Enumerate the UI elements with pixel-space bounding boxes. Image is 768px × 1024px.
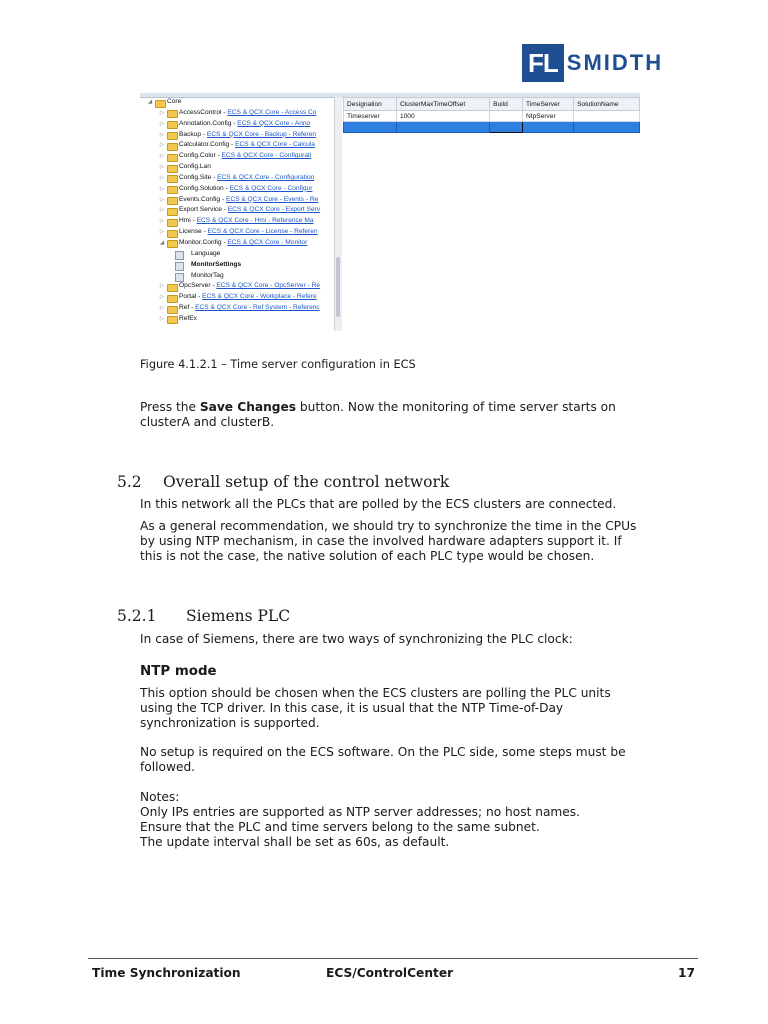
tree-item-label[interactable] (179, 108, 316, 119)
tree-item-label[interactable] (179, 184, 312, 195)
scrollbar-thumb[interactable] (336, 257, 340, 317)
folder-icon (167, 175, 178, 183)
config-grid (343, 97, 640, 331)
collapsed-arrow-icon[interactable]: ▷ (159, 142, 165, 149)
collapsed-arrow-icon[interactable]: ▷ (159, 305, 165, 312)
subsection-number: 5.2.1 (117, 607, 157, 625)
tree-item-name: RefEx (179, 314, 197, 322)
tree-item-name: MonitorTag (191, 271, 224, 279)
tree-item-name: Config.Lan (179, 163, 211, 171)
tree-item[interactable] (142, 260, 334, 271)
collapsed-arrow-icon[interactable]: ▷ (159, 185, 165, 192)
tree-item-separator: - (221, 238, 228, 246)
sec52-p2-line2: by using NTP mechanism, in case the involved hardware adapters support it. If (140, 534, 622, 548)
footer-left: Time Synchronization (92, 966, 241, 980)
ntp-paragraph-2 (140, 745, 626, 775)
grid-cell[interactable]: NtpServer (523, 111, 574, 122)
collapsed-arrow-icon[interactable]: ▷ (159, 229, 165, 236)
subsection-title: Siemens PLC (186, 607, 291, 625)
tree-item-separator: - (211, 173, 218, 181)
tree-item-name: Portal (179, 293, 197, 301)
tree-item-link[interactable]: ECS & QCX Core - Hmi - Reference Ma (196, 217, 314, 225)
tree-item-label[interactable] (179, 151, 311, 162)
tree-item[interactable] (142, 249, 334, 260)
press-prefix: Press the (140, 400, 200, 414)
figure-screenshot (140, 93, 640, 331)
tree-item-separator: - (189, 304, 196, 312)
tree-item[interactable] (142, 151, 334, 162)
ntp-p1-line3: synchronization is supported. (140, 716, 320, 730)
notes-block (140, 790, 580, 850)
tree-item-link[interactable]: ECS & QCX Core - Monitor (227, 238, 308, 246)
folder-icon (167, 208, 178, 216)
tree-item-name: License (179, 228, 202, 236)
grid-header-row (344, 98, 640, 111)
notes-line1: Notes: (140, 790, 180, 804)
folder-icon (167, 110, 178, 118)
folder-icon (167, 284, 178, 292)
figure-caption: Figure 4.1.2.1 – Time server configuration in ECS (140, 358, 416, 371)
tree-item-link[interactable]: ECS & QCX Core - Calcula (235, 141, 315, 149)
grid-cell[interactable] (523, 122, 574, 133)
collapsed-arrow-icon[interactable]: ▷ (159, 120, 165, 127)
grid-cell[interactable] (574, 111, 640, 122)
tree-item-label[interactable] (191, 271, 224, 282)
tree-item-name: Config.Color (179, 152, 216, 160)
folder-icon (167, 306, 178, 314)
tree-item[interactable] (142, 173, 334, 184)
tree-item-name: Config.Solution (179, 184, 224, 192)
ntp-mode-heading: NTP mode (140, 664, 217, 679)
notes-line2: Only IPs entries are supported as NTP server addresses; no host names. (140, 805, 581, 819)
tree-item-name: Hmi (179, 217, 191, 225)
tree-item-separator: - (215, 152, 222, 160)
tree-item-name: Config.Site (179, 173, 212, 181)
grid-body (344, 111, 640, 133)
grid-new-row-selected[interactable] (344, 122, 640, 133)
collapsed-arrow-icon[interactable]: ▷ (159, 153, 165, 160)
tree-item-link[interactable]: ECS & QCX Core - Access Co (227, 108, 317, 116)
tree-item-link[interactable]: ECS & QCX Core - Configuration (217, 173, 315, 181)
tree-item[interactable] (142, 108, 334, 119)
tree-item-separator: - (221, 206, 228, 214)
tree-item-name: Monitor.Config (179, 238, 222, 246)
logo-rest-text: SMIDTH (566, 50, 664, 75)
sec52-p2-line3: this is not the case, the native solution of each PLC type would be chosen. (140, 549, 595, 563)
collapsed-arrow-icon[interactable]: ▷ (159, 174, 165, 181)
notes-line4: The update interval shall be set as 60s, as default. (140, 835, 450, 849)
document-icon (175, 262, 184, 271)
grid-column-header[interactable]: SolutionName (574, 98, 640, 111)
footer-center: ECS/ControlCenter (326, 966, 454, 980)
tree-item-label[interactable] (179, 314, 197, 325)
tree-item-label[interactable] (179, 227, 318, 238)
tree-item-separator: - (190, 217, 197, 225)
expanded-arrow-icon[interactable]: ◢ (147, 99, 153, 105)
press-suffix: button. Now the monitoring of time server starts on (296, 400, 616, 414)
ntp-p2-line2: followed. (140, 760, 196, 774)
tree-item-separator: - (201, 130, 207, 138)
tree-scrollbar[interactable] (334, 97, 342, 331)
tree-item-label[interactable] (179, 205, 320, 216)
folder-icon (155, 100, 166, 108)
tree-item[interactable] (142, 292, 334, 303)
tree-item-link[interactable]: ECS & QCX Core - Backup - Referen (206, 130, 317, 138)
tree-item-separator: - (229, 141, 236, 149)
folder-icon (167, 121, 178, 129)
tree-item-name: Backup (179, 130, 201, 138)
tree-item-link[interactable]: ECS & QCX Core - Workplace - Refere (202, 293, 317, 301)
folder-icon (167, 143, 178, 151)
tree-item[interactable] (142, 227, 334, 238)
tree-item[interactable] (142, 303, 334, 314)
tree-item[interactable] (142, 184, 334, 195)
tree-item[interactable] (142, 162, 334, 173)
tree-item-separator: - (201, 228, 208, 236)
sec52-paragraph-2 (140, 519, 636, 564)
section-heading-5-2-1 (117, 607, 290, 625)
tree-item-name: MonitorSettings (191, 260, 242, 268)
tree-item-name: Annotation.Config (179, 119, 232, 127)
collapsed-arrow-icon[interactable]: ▷ (159, 131, 165, 138)
folder-icon (167, 154, 178, 162)
ntp-p1-line1: This option should be chosen when the ECS clusters are polling the PLC units (140, 686, 611, 700)
folder-icon (167, 197, 178, 205)
flsmidth-logo (522, 44, 663, 82)
grid-cell[interactable] (344, 122, 397, 133)
tree-item[interactable] (142, 140, 334, 151)
tree-item[interactable] (142, 271, 334, 282)
ntp-p2-line1: No setup is required on the ECS software. On the PLC side, some steps must be (140, 745, 626, 759)
folder-icon (167, 186, 178, 194)
section-number: 5.2 (117, 473, 142, 491)
folder-icon (167, 230, 178, 238)
tree-item[interactable] (142, 119, 334, 130)
grid-cell[interactable]: Timeserver (344, 111, 397, 122)
collapsed-arrow-icon[interactable]: ▷ (159, 164, 165, 171)
grid-cell[interactable] (396, 122, 489, 133)
section-title: Overall setup of the control network (163, 473, 450, 491)
tree-item-label[interactable] (179, 238, 307, 249)
expanded-arrow-icon[interactable]: ◢ (159, 239, 165, 246)
tree-item-label[interactable] (179, 173, 314, 184)
grid-cell[interactable]: 1000 (396, 111, 489, 122)
tree-item-name: OpcServer (179, 282, 211, 290)
tree-item-label[interactable] (179, 216, 314, 227)
tree-item-label[interactable] (179, 119, 310, 130)
page-number: 17 (678, 966, 695, 980)
tree-item-name: Core (167, 98, 182, 105)
tree-item-name: Language (191, 249, 221, 257)
tree-item[interactable] (142, 238, 334, 249)
collapsed-arrow-icon[interactable]: ▷ (159, 207, 165, 214)
tree-item-separator: - (223, 184, 230, 192)
tree-item-name: Export Service (179, 206, 222, 214)
tree-item-label[interactable] (167, 97, 181, 108)
tree-item-label[interactable] (179, 303, 320, 314)
notes-line3: Ensure that the PLC and time servers belong to the same subnet. (140, 820, 540, 834)
tree-item-separator: - (196, 293, 203, 301)
tree-item-name: Ref (179, 304, 190, 312)
tree-item-link[interactable]: ECS & QCX Core - Configur (229, 184, 313, 192)
collapsed-arrow-icon[interactable]: ▷ (159, 283, 165, 290)
tree-item-name: Events.Config (179, 195, 221, 203)
ntp-p1-line2: using the TCP driver. In this case, it is usual that the NTP Time-of-Day (140, 701, 564, 715)
tree-item[interactable] (142, 130, 334, 141)
grid-cell[interactable] (490, 122, 523, 133)
tree-item-separator: - (210, 282, 217, 290)
tree-item-name: Calculator.Config (179, 141, 230, 149)
press-save-paragraph (140, 400, 616, 430)
grid-cell[interactable] (490, 111, 523, 122)
tree-item-label[interactable] (179, 281, 320, 292)
folder-icon (167, 132, 178, 140)
tree-item-label[interactable] (179, 130, 316, 141)
section-heading-5-2 (117, 473, 449, 491)
grid-column-header[interactable]: Build (490, 98, 523, 111)
collapsed-arrow-icon[interactable]: ▷ (159, 109, 165, 116)
sec52-paragraph-1: In this network all the PLCs that are polled by the ECS clusters are connected. (140, 497, 617, 511)
grid-column-header[interactable]: TimeServer (523, 98, 574, 111)
tree-item-label[interactable] (179, 162, 211, 173)
tree-item-label[interactable] (179, 195, 318, 206)
tree-item-separator: - (231, 119, 238, 127)
tree-item-link[interactable]: ECS & QCX Core - License - Referen (207, 228, 318, 236)
tree-item-label[interactable] (179, 292, 317, 303)
grid-row[interactable] (344, 111, 640, 122)
sec52-p2-line1: As a general recommendation, we should try to synchronize the time in the CPUs (140, 519, 637, 533)
config-tree (142, 97, 334, 331)
collapsed-arrow-icon[interactable]: ▷ (159, 218, 165, 225)
tree-item-separator: - (220, 195, 226, 203)
tree-item[interactable] (142, 195, 334, 206)
tree-item-label[interactable] (179, 140, 315, 151)
tree-item-link[interactable]: ECS & QCX Core - Anno (237, 119, 311, 127)
document-icon (175, 273, 184, 282)
save-changes-bold: Save Changes (199, 400, 297, 414)
folder-icon (167, 219, 178, 227)
folder-icon (167, 240, 178, 248)
collapsed-arrow-icon[interactable]: ▷ (159, 196, 165, 203)
tree-item-name: AccessControl (179, 108, 222, 116)
folder-icon (167, 316, 178, 324)
tree-item-label[interactable] (191, 260, 241, 271)
tree-item-link[interactable]: ECS & QCX Core - Events - Re (225, 195, 319, 203)
grid-cell[interactable] (574, 122, 640, 133)
tree-item-link[interactable]: ECS & QCX Core - Ref System - Referenc (195, 304, 320, 312)
tree-item-link[interactable]: ECS & QCX Core - Export Serv (227, 206, 321, 214)
press-line2: clusterA and clusterB. (140, 415, 275, 429)
tree-item-label[interactable] (191, 249, 220, 260)
collapsed-arrow-icon[interactable]: ▷ (159, 294, 165, 301)
logo-box-text: FL (522, 44, 564, 82)
ntp-paragraph-1 (140, 686, 611, 731)
tree-item-link[interactable]: ECS & QCX Core - Configurati (221, 152, 312, 160)
tree-item[interactable] (142, 281, 334, 292)
tree-item-separator: - (221, 108, 228, 116)
folder-icon (167, 295, 178, 303)
tree-item[interactable] (142, 216, 334, 227)
grid-column-header[interactable]: ClusterMaxTimeOffset (396, 98, 489, 111)
grid-column-header[interactable]: Designation (344, 98, 397, 111)
tree-item-link[interactable]: ECS & QCX Core - OpcServer - Re (216, 282, 321, 290)
folder-icon (167, 165, 178, 173)
document-icon (175, 251, 184, 260)
tree-item[interactable] (142, 205, 334, 216)
tree-item[interactable] (142, 97, 334, 108)
tree-item[interactable] (142, 314, 334, 325)
collapsed-arrow-icon[interactable]: ▷ (159, 315, 165, 322)
footer-rule (88, 958, 698, 959)
sec521-paragraph-1: In case of Siemens, there are two ways of synchronizing the PLC clock: (140, 632, 573, 646)
